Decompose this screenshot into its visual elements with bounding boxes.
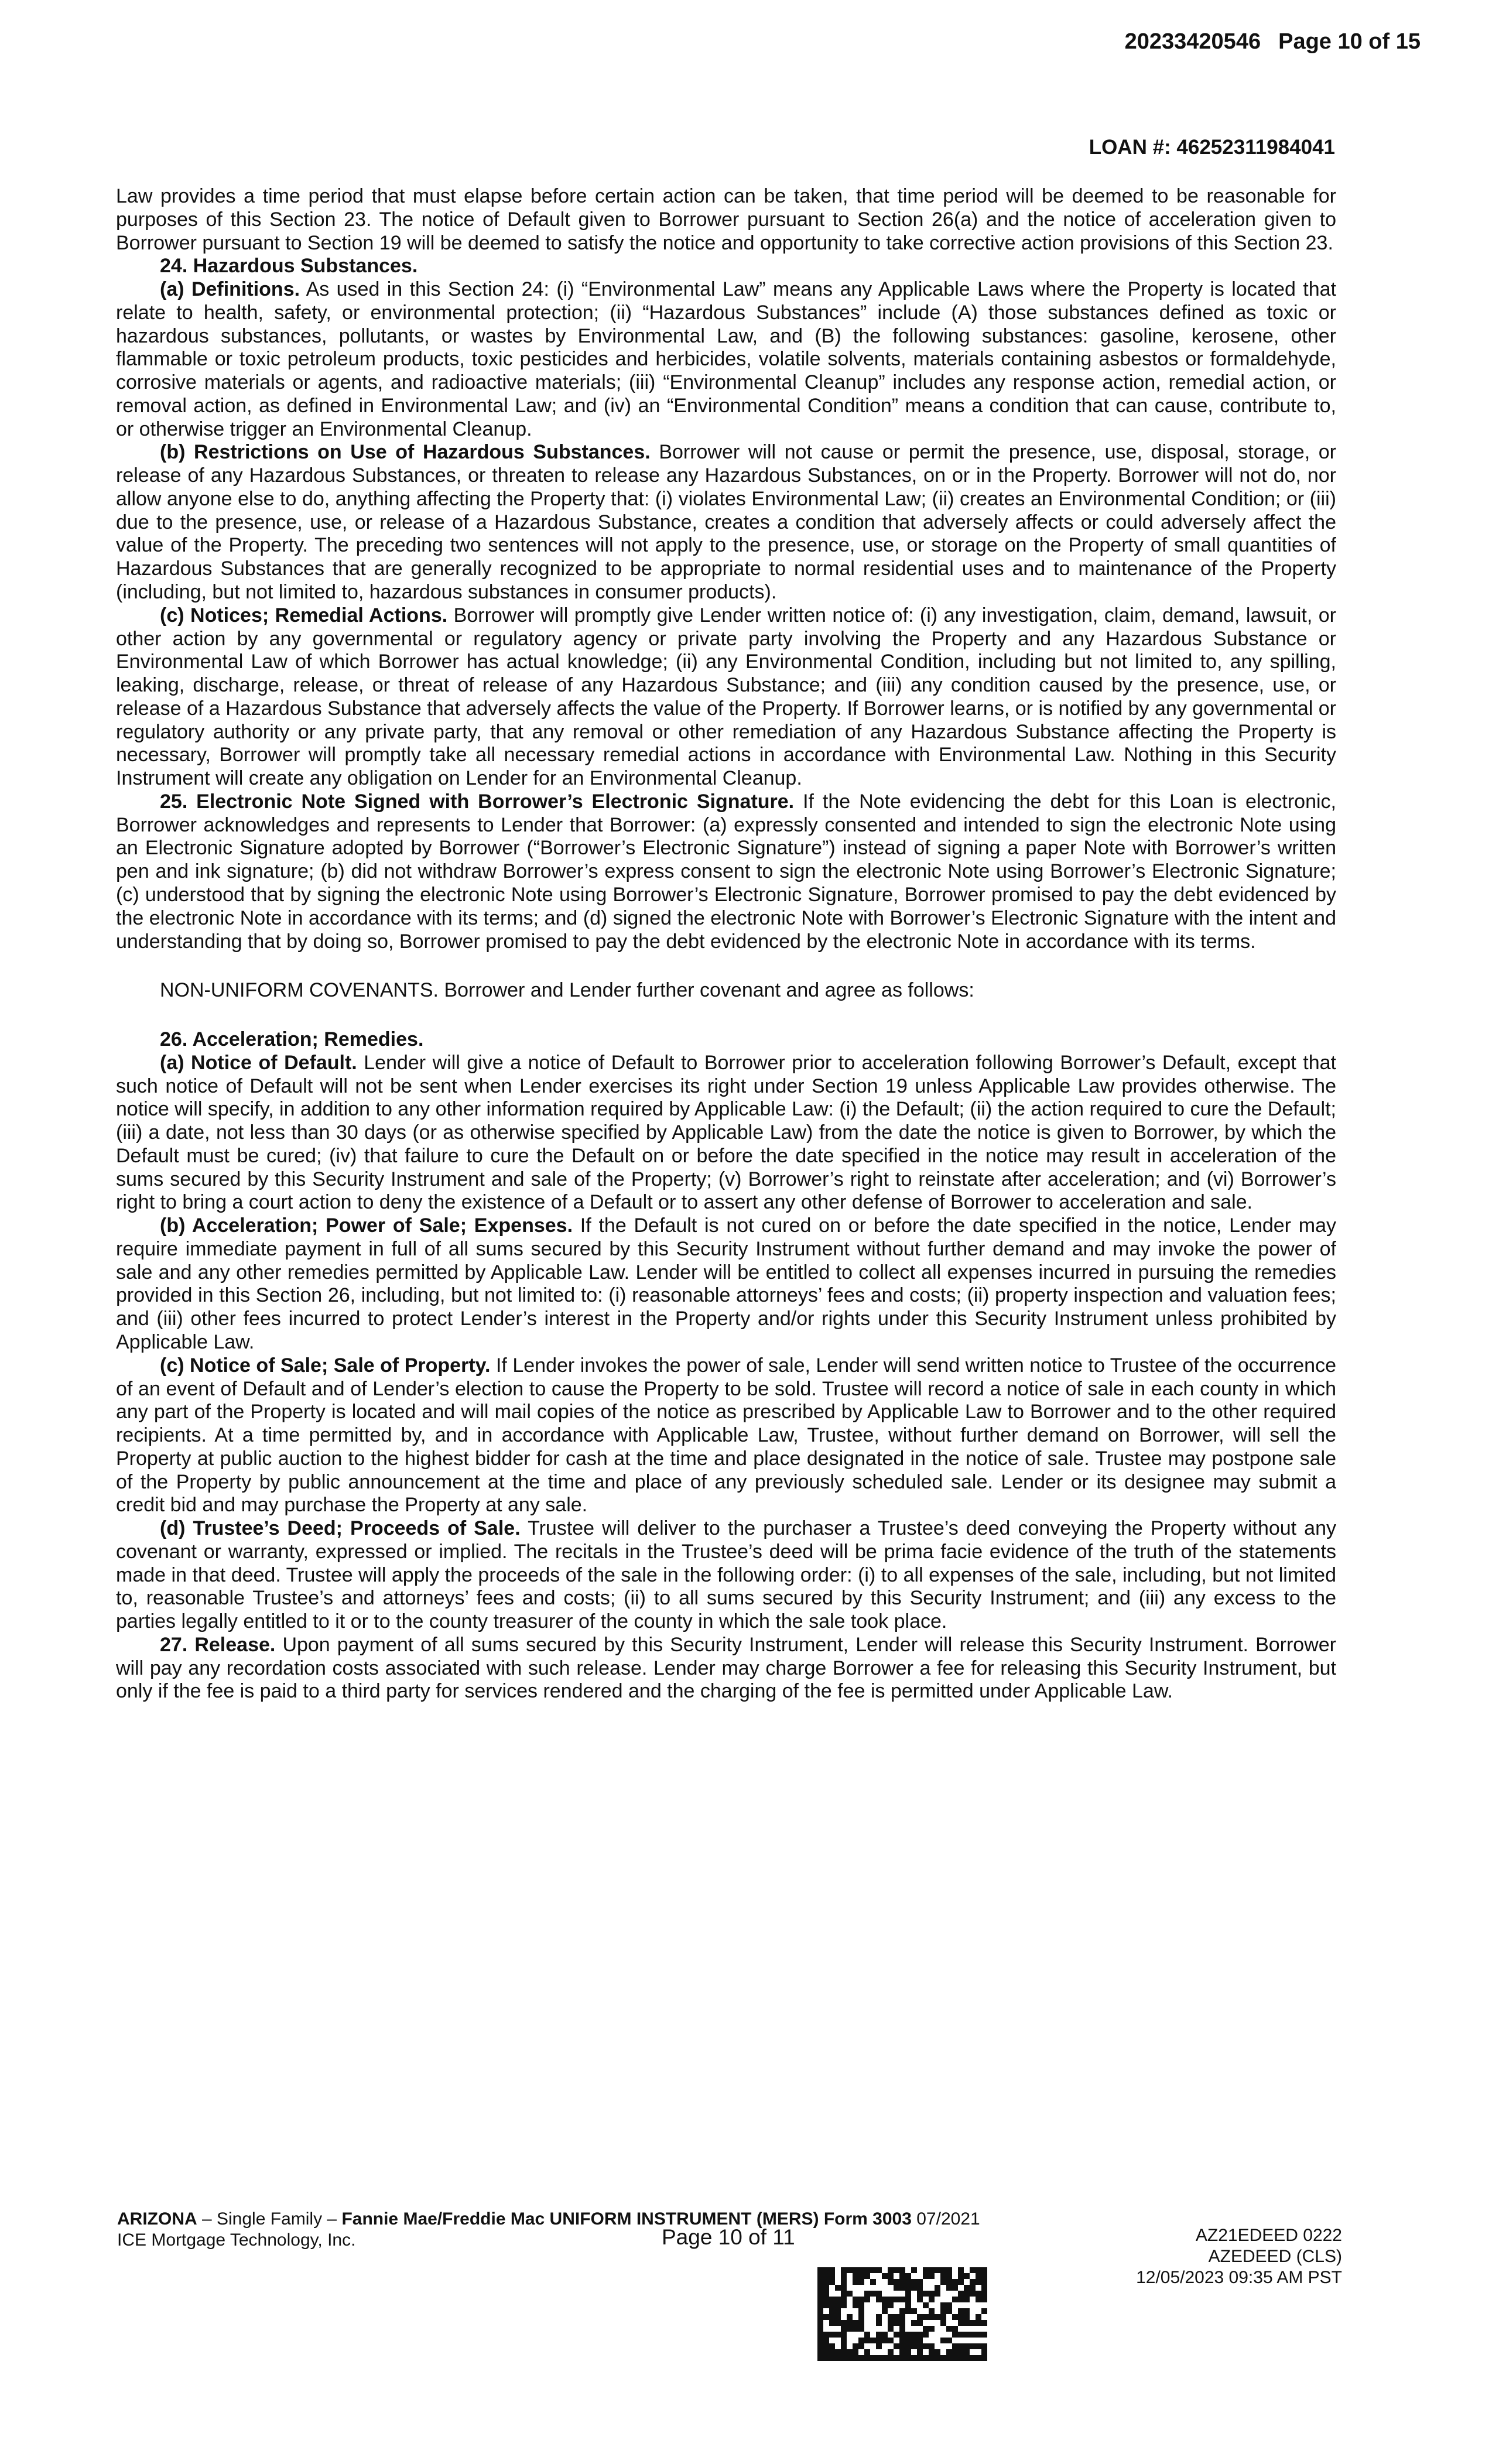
section-25-text: If the Note evidencing the debt for this Loan is electronic, Borrower acknowledges and represents to Lender that Borrower: (a) expressly consented and intended to sign the electronic Note using an Electronic Signature adopted by Borrower (“Borrower’s Electronic Signature”) instead of signing a paper Note with Borrower’s written pen and ink signature; (b) did not withdraw Borrower’s express consent to sign the electronic Note using Borrower’s Electronic Signature; (c) understood that by signing the electronic Note using Borrower’s Electronic Signature, Borrower promised to pay the debt evidenced by the electronic Note in accordance with its terms; and (d) signed the electronic Note with Borrower’s Electronic Signature with the intent and understanding that by doing so, Borrower promised to pay the debt evidenced by the electronic Note in accordance with its terms. bbox=[116, 790, 1336, 953]
section-24b-title: (b) Restrictions on Use of Hazardous Substances. bbox=[160, 441, 651, 464]
footer-page-number: Page 10 of 11 bbox=[662, 2225, 795, 2249]
section-24b bbox=[116, 441, 1336, 604]
section-27 bbox=[116, 1634, 1336, 1703]
section-26a-title: (a) Notice of Default. bbox=[160, 1051, 357, 1074]
section-26b-text: If the Default is not cured on or before the date specified in the notice, Lender may require immediate payment in full of all sums secured by this Security Instrument without further demand and may invoke the power of sale and any other remedies permitted by Applicable Law. Lender will be entitled to collect all expenses incurred in pursuing the remedies provided in this Section 26, including, but not limited to: (i) reasonable attorneys’ fees and costs; (ii) property inspection and valuation fees; and (iii) other fees incurred to protect Lender’s interest in the Property and/or rights under this Security Instrument unless prohibited by Applicable Law. bbox=[116, 1214, 1336, 1353]
footer-code-1: AZ21EDEED 0222 bbox=[1195, 2226, 1342, 2245]
footer-company: ICE Mortgage Technology, Inc. bbox=[117, 2230, 356, 2250]
non-uniform-covenants: NON-UNIFORM COVENANTS. Borrower and Lender further covenant and agree as follows: bbox=[160, 979, 974, 1002]
section-27-text: Upon payment of all sums secured by this Security Instrument, Lender will release this Security Instrument. Borrower will pay any recordation costs associated with such release. Lender may charge Borrower a fee for releasing this Security Instrument, but only if the fee is paid to a third party for services rendered and the charging of the fee is permitted under Applicable Law. bbox=[116, 1633, 1336, 1703]
intro-paragraph: Law provides a time period that must elapse before certain action can be taken, that time period will be deemed to be reasonable for purposes of this Section 23. The notice of Default given to Borrower pursuant to Section 26(a) and the notice of acceleration given to Borrower pursuant to Section 19 will be deemed to satisfy the notice and opportunity to take corrective action provisions of this Section 23. bbox=[116, 185, 1336, 254]
section-26d-title: (d) Trustee’s Deed; Proceeds of Sale. bbox=[160, 1517, 521, 1540]
section-26-heading: 26. Acceleration; Remedies. bbox=[160, 1028, 424, 1051]
footer-codes bbox=[1136, 2225, 1342, 2288]
section-26a-text: Lender will give a notice of Default to Borrower prior to acceleration following Borrower’s Default, except that such notice of Default will not be sent when Lender exercises its right under Section 19 unless Applicable Law provides otherwise. The notice will specify, in addition to any other information required by Applicable Law: (i) the Default; (ii) the action required to cure the Default; (iii) a date, not less than 30 days (or as otherwise specified by Applicable Law) from the date the notice is given to Borrower, by which the Default must be cured; (iv) that failure to cure the Default on or before the date specified in the notice may result in acceleration of the sums secured by this Security Instrument and sale of the Property; (v) Borrower’s right to reinstate after acceleration; and (vi) Borrower’s right to bring a court action to deny the existence of a Default or to assert any other defense of Borrower to acceleration and sale. bbox=[116, 1051, 1336, 1214]
footer-state: ARIZONA bbox=[117, 2209, 197, 2229]
datamatrix-barcode-icon bbox=[817, 2267, 987, 2361]
section-26c bbox=[116, 1354, 1336, 1517]
section-25-title: 25. Electronic Note Signed with Borrower’s Electronic Signature. bbox=[160, 790, 795, 813]
section-26d-text: Trustee will deliver to the purchaser a Trustee’s deed conveying the Property without any covenant or warranty, expressed or implied. The recitals in the Trustee’s deed will be prima facie evidence of the truth of the statements made in that deed. Trustee will apply the proceeds of the sale in the following order: (i) to all expenses of the sale, including, but not limited to, reasonable Trustee’s and attorneys’ fees and costs; (ii) to all sums secured by this Security Instrument; and (iii) any excess to the parties legally entitled to it or to the county treasurer of the county in which the sale took place. bbox=[116, 1517, 1336, 1633]
section-24a-text: As used in this Section 24: (i) “Environmental Law” means any Applicable Laws where the Property is located that relate to health, safety, or environmental protection; (ii) “Hazardous Substances” include (A) those substances defined as toxic or hazardous substances, pollutants, or wastes by Environmental Law, and (B) the following substances: gasoline, kerosene, other flammable or toxic petroleum products, toxic pesticides and herbicides, volatile solvents, materials containing asbestos or formaldehyde, corrosive materials or agents, and radioactive materials; (iii) “Environmental Cleanup” includes any response action, remedial action, or removal action, as defined in Environmental Law; and (iv) an “Environmental Condition” means a condition that can cause, contribute to, or otherwise trigger an Environmental Cleanup. bbox=[116, 278, 1336, 440]
section-26d bbox=[116, 1517, 1336, 1634]
section-26a bbox=[116, 1052, 1336, 1214]
document-body bbox=[116, 185, 1336, 1703]
section-26c-title: (c) Notice of Sale; Sale of Property. bbox=[160, 1354, 491, 1377]
section-24c-title: (c) Notices; Remedial Actions. bbox=[160, 604, 448, 627]
section-24a bbox=[116, 278, 1336, 441]
footer-timestamp: 12/05/2023 09:35 AM PST bbox=[1136, 2268, 1342, 2287]
section-26b bbox=[116, 1214, 1336, 1354]
footer-form-info bbox=[117, 2209, 980, 2251]
section-24c-text: Borrower will promptly give Lender written notice of: (i) any investigation, claim, demand, lawsuit, or other action by any governmental or regulatory agency or private party involving the Property and any Hazardous Substance or Environmental Law of which Borrower has actual knowledge; (ii) any Environmental Condition, including but not limited to, any spilling, leaking, discharge, release, or threat of release of any Hazardous Substance; and (iii) any condition caused by the presence, use, or release of a Hazardous Substance that adversely affects the value of the Property. If Borrower learns, or is notified by any governmental or regulatory authority or any private party, that any removal or other remediation of any Hazardous Substance affecting the Property is necessary, Borrower will promptly take all necessary remedial actions in accordance with Environmental Law. Nothing in this Security Instrument will create any obligation on Lender for an Environmental Cleanup. bbox=[116, 604, 1336, 790]
footer-form-line bbox=[117, 2209, 980, 2230]
footer-family: – Single Family – bbox=[197, 2209, 342, 2229]
section-24-heading: 24. Hazardous Substances. bbox=[160, 255, 418, 278]
section-26b-title: (b) Acceleration; Power of Sale; Expenses. bbox=[160, 1214, 573, 1237]
document-number: 20233420546 bbox=[1124, 29, 1261, 54]
recording-page-label: Page 10 of 15 bbox=[1278, 29, 1421, 54]
section-24c bbox=[116, 604, 1336, 790]
section-27-title: 27. Release. bbox=[160, 1633, 276, 1656]
section-24a-title: (a) Definitions. bbox=[160, 278, 300, 301]
footer-instrument: Fannie Mae/Freddie Mac UNIFORM INSTRUMENT (MERS) Form 3003 bbox=[341, 2209, 912, 2229]
footer-form-date: 07/2021 bbox=[911, 2209, 980, 2229]
section-25 bbox=[116, 790, 1336, 953]
footer-code-2: AZEDEED (CLS) bbox=[1208, 2247, 1342, 2266]
loan-number: LOAN #: 46252311984041 bbox=[1089, 136, 1335, 159]
section-26c-text: If Lender invokes the power of sale, Lender will send written notice to Trustee of the occurrence of an event of Default and of Lender’s election to cause the Property to be sold. Trustee will record a notice of sale in each county in which any part of the Property is located and will mail copies of the notice as prescribed by Applicable Law to Borrower and to the other required recipients. At a time permitted by, and in accordance with Applicable Law, Trustee, without further demand on Borrower, will sell the Property at public auction to the highest bidder for cash at the time and place designated in the notice of sale. Trustee may postpone sale of the Property by public announcement at the time and place of any previously scheduled sale. Lender or its designee may submit a credit bid and may purchase the Property at any sale. bbox=[116, 1354, 1336, 1517]
document-number-header bbox=[1125, 29, 1421, 54]
section-24b-text: Borrower will not cause or permit the presence, use, disposal, storage, or release of any Hazardous Substances, or threaten to release any Hazardous Substances, on or in the Property. Borrower will not do, nor allow anyone else to do, anything affecting the Property that: (i) violates Environmental Law; (ii) creates an Environmental Condition; or (iii) due to the presence, use, or release of a Hazardous Substance, creates a condition that adversely affects or could adversely affect the value of the Property. The preceding two sentences will not apply to the presence, use, or storage on the Property of small quantities of Hazardous Substances that are generally recognized to be appropriate to normal residential uses and to maintenance of the Property (including, but not limited to, hazardous substances in consumer products). bbox=[116, 441, 1337, 604]
